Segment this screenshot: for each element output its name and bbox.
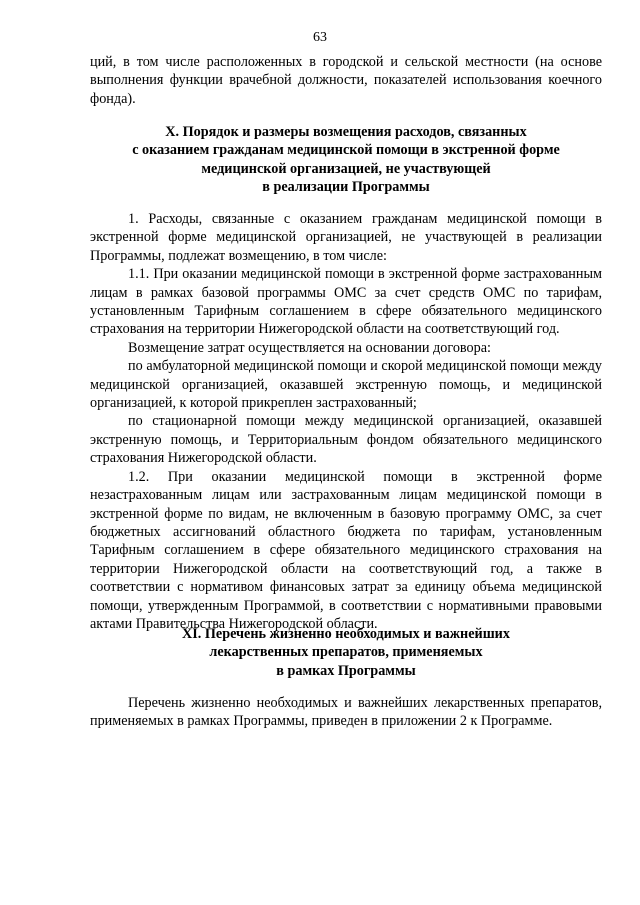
section-x-paragraph: по стационарной помощи между медицинской организацией, оказавшей экстренную помощь, и Территориальным фондом обязательного медицинского страхования Нижегородской области.	[90, 413, 602, 467]
section-xi-body	[90, 694, 602, 731]
section-x-paragraph: 1.1. При оказании медицинской помощи в экстренной форме застрахованным лицам в рамках базовой программы ОМС за счет средств ОМС по тарифам, установленным Тарифным соглашением в сфере обязательного медицинского страхования на территории Нижегородской области на соответствующий год.	[90, 266, 602, 338]
page-number: 63	[313, 30, 327, 45]
section-x-heading-line: в реализации Программы	[262, 179, 430, 196]
section-xi-heading-line: XI. Перечень жизненно необходимых и важнейших	[182, 626, 510, 642]
section-xi-heading-line: лекарственных препаратов, применяемых	[209, 644, 483, 661]
section-x-heading-line: с оказанием гражданам медицинской помощи в экстренной форме	[132, 142, 560, 159]
intro-paragraph: ций, в том числе расположенных в городской и сельской местности (на основе выполнения функции врачебной должности, показателей использования коечного фонда).	[90, 54, 602, 107]
intro-text-block	[90, 53, 602, 108]
section-x-heading	[90, 123, 602, 197]
section-x-paragraph: по амбулаторной медицинской помощи и скорой медицинской помощи между медицинской организацией, оказавшей экстренную помощь, и медицинской организацией, к которой прикреплен застрахованный;	[90, 358, 602, 412]
section-xi-paragraph: Перечень жизненно необходимых и важнейших лекарственных препаратов, применяемых в рамках Программы, приведен в приложении 2 к Программе.	[90, 695, 602, 730]
section-x-heading-line: медицинской организацией, не участвующей	[201, 160, 491, 177]
section-x-paragraph: 1. Расходы, связанные с оказанием гражданам медицинской помощи в экстренной форме медицинской организацией, не участвующей в реализации Программы, подлежат возмещению, в том числе:	[90, 211, 602, 264]
section-xi-heading	[90, 625, 602, 680]
section-x-paragraph: Возмещение затрат осуществляется на основании договора:	[128, 339, 491, 356]
section-x-body	[90, 210, 602, 633]
section-x-paragraph: 1.2. При оказании медицинской помощи в экстренной форме незастрахованным лицам или застрахованным лицам медицинской помощи в экстренной форме по видам, не включенным в базовую программу ОМС, за счет бюджетных ассигнований областного бюджета по тарифам, установленным Тарифным соглашением в сфере обязательного медицинского страхования на территории Нижегородской области на соответствующий год, а также в соответствии с нормативом финансовых затрат за единицу объема медицинской помощи, утвержденным Программой, в соответствии с нормативными правовыми актами Правительства Нижегородской области.	[90, 468, 602, 632]
section-x-heading-line: X. Порядок и размеры возмещения расходов, связанных	[165, 124, 527, 140]
section-xi-heading-line: в рамках Программы	[276, 662, 416, 679]
